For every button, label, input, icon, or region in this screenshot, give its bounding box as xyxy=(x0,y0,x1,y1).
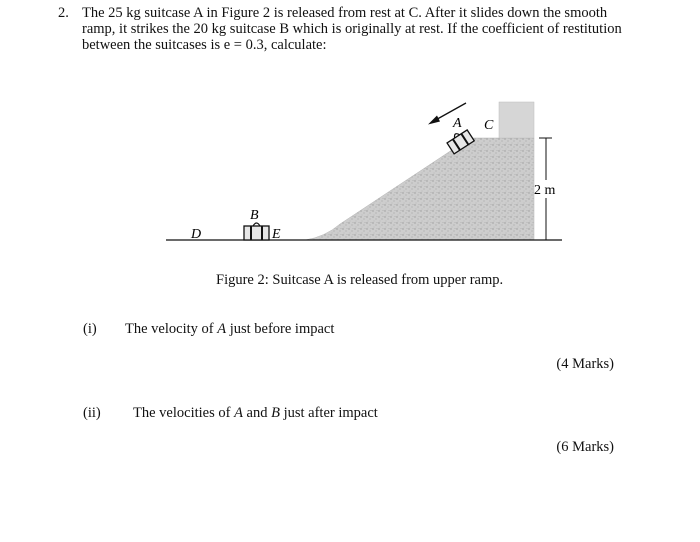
height-label: 2 m xyxy=(534,183,556,198)
part-ii-marks: (6 Marks) xyxy=(556,439,614,455)
arrow-head xyxy=(428,116,440,125)
label-e: E xyxy=(272,227,281,242)
label-d: D xyxy=(191,227,202,242)
label-c: C xyxy=(484,118,494,133)
part-ii-number: (ii) xyxy=(83,405,101,421)
part-ii-text: The velocities of A and B just after impact xyxy=(133,405,378,421)
part-i-marks: (4 Marks) xyxy=(556,356,614,372)
figure-caption: Figure 2: Suitcase A is released from upper ramp. xyxy=(216,272,504,288)
question-line-3: between the suitcases is e = 0.3, calculate: xyxy=(82,37,327,53)
suitcase-b xyxy=(244,223,269,240)
label-a: A xyxy=(453,116,462,131)
ramp xyxy=(305,138,534,240)
question-number: 2. xyxy=(58,5,69,21)
question-line-1: The 25 kg suitcase A in Figure 2 is released from rest at C. After it slides down the smooth xyxy=(82,5,608,21)
part-i-number: (i) xyxy=(83,321,97,337)
question-line-2: ramp, it strikes the 20 kg suitcase B which is originally at rest. If the coefficient of restitution xyxy=(82,21,622,37)
label-b: B xyxy=(250,208,259,223)
part-i-text: The velocity of A just before impact xyxy=(125,321,335,337)
upper-platform xyxy=(499,102,534,138)
